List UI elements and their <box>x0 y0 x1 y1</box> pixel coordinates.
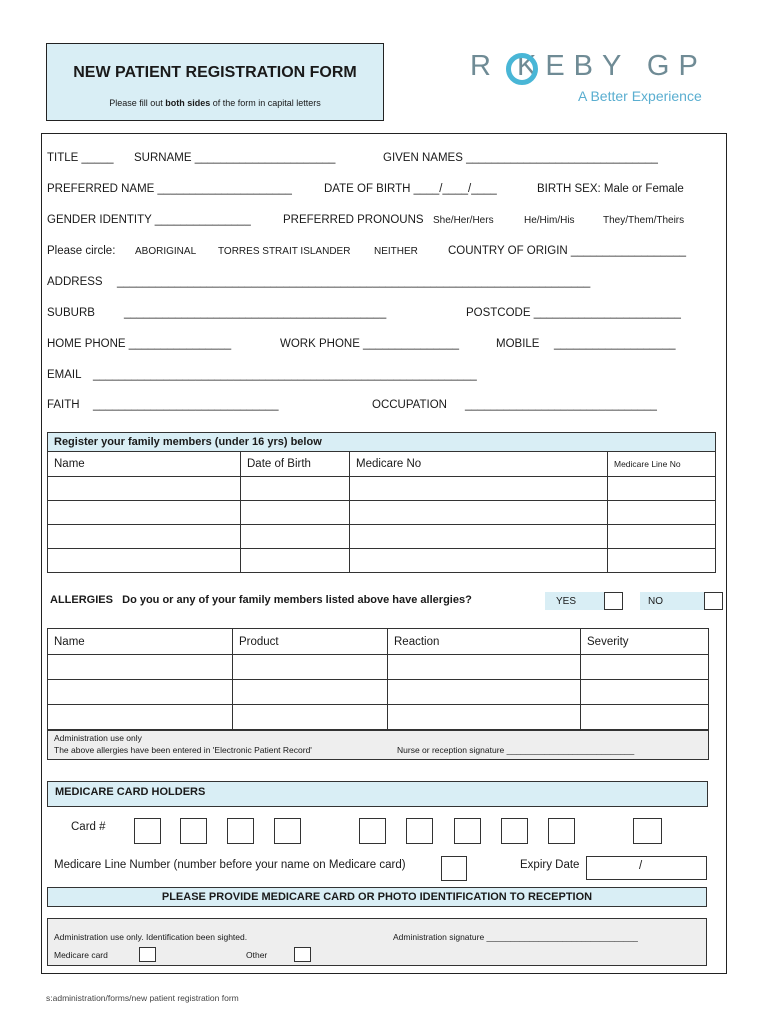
table-cell[interactable] <box>608 501 716 525</box>
table-cell[interactable] <box>608 525 716 549</box>
table-cell[interactable] <box>350 501 608 525</box>
other-label: Other <box>246 950 268 960</box>
admin-signature-field[interactable]: Administration signature ________________________________ <box>393 932 638 942</box>
form-title-box <box>46 43 384 121</box>
notice-bar <box>47 887 707 907</box>
table-cell[interactable] <box>608 549 716 573</box>
address-line[interactable]: __________________________________________________________________________ <box>117 276 591 288</box>
circle-label: Please circle: <box>47 245 116 257</box>
card-digit-box[interactable] <box>454 818 481 844</box>
home-phone-field[interactable]: HOME PHONE ________________ <box>47 338 232 350</box>
medicare-line-label: Medicare Line Number (number before your name on Medicare card) <box>54 859 406 871</box>
col-severity: Severity <box>581 629 709 655</box>
card-digit-box[interactable] <box>548 818 575 844</box>
table-cell[interactable] <box>233 705 388 730</box>
birth-sex-field[interactable]: BIRTH SEX: Male or Female <box>537 183 684 195</box>
circle-option-aboriginal[interactable]: ABORIGINAL <box>135 246 197 257</box>
table-cell[interactable] <box>233 680 388 705</box>
surname-field[interactable]: SURNAME ______________________ <box>134 152 336 164</box>
family-heading: Register your family members (under 16 yrs) below <box>48 433 716 452</box>
col-dob: Date of Birth <box>241 452 350 477</box>
table-row <box>48 549 716 573</box>
table-cell[interactable] <box>241 501 350 525</box>
suburb-label: SUBURB <box>47 307 95 319</box>
card-digit-box[interactable] <box>406 818 433 844</box>
col-reaction: Reaction <box>388 629 581 655</box>
expiry-separator: / <box>639 860 643 872</box>
medicare-heading: MEDICARE CARD HOLDERS <box>55 786 206 798</box>
table-cell[interactable] <box>48 655 233 680</box>
form-title: NEW PATIENT REGISTRATION FORM <box>73 64 357 81</box>
pronouns-label: PREFERRED PRONOUNS <box>283 214 424 226</box>
col-allergy-name: Name <box>48 629 233 655</box>
expiry-label: Expiry Date <box>520 859 580 871</box>
email-line[interactable]: ____________________________________________________________ <box>93 369 477 381</box>
col-medicare-no: Medicare No <box>350 452 608 477</box>
table-cell[interactable] <box>350 477 608 501</box>
circle-option-neither[interactable]: NEITHER <box>374 246 418 257</box>
table-cell[interactable] <box>48 549 241 573</box>
gender-identity-field[interactable]: GENDER IDENTITY _______________ <box>47 214 251 226</box>
table-cell[interactable] <box>241 525 350 549</box>
yes-label: YES <box>556 596 577 607</box>
table-cell[interactable] <box>233 655 388 680</box>
medicare-heading-bar <box>47 781 708 807</box>
no-label: NO <box>648 596 663 607</box>
address-label: ADDRESS <box>47 276 103 288</box>
occupation-label: OCCUPATION <box>372 399 447 411</box>
title-field[interactable]: TITLE _____ <box>47 152 114 164</box>
table-cell[interactable] <box>350 525 608 549</box>
table-cell[interactable] <box>388 680 581 705</box>
yes-checkbox[interactable] <box>604 592 623 610</box>
nurse-signature-field[interactable]: Nurse or reception signature ___________________________ <box>397 745 635 755</box>
circle-option-torres-strait[interactable]: TORRES STRAIT ISLANDER <box>218 246 351 257</box>
id-admin-line1: Administration use only. Identification been sighted. <box>54 932 248 942</box>
clinic-logo <box>470 50 720 110</box>
card-digit-box[interactable] <box>274 818 301 844</box>
table-cell[interactable] <box>388 705 581 730</box>
dob-field[interactable]: DATE OF BIRTH ____/____/____ <box>324 183 497 195</box>
col-name: Name <box>48 452 241 477</box>
table-cell[interactable] <box>48 705 233 730</box>
table-cell[interactable] <box>48 680 233 705</box>
family-table <box>47 432 716 573</box>
country-field[interactable]: COUNTRY OF ORIGIN __________________ <box>448 245 687 257</box>
postcode-field[interactable]: POSTCODE _______________________ <box>466 307 681 319</box>
medicare-card-checkbox[interactable] <box>139 947 156 962</box>
allergies-question: ALLERGIES Do you or any of your family members listed above have allergies? <box>50 594 472 606</box>
card-digit-box[interactable] <box>134 818 161 844</box>
table-row <box>48 680 709 705</box>
table-cell[interactable] <box>388 655 581 680</box>
allergies-admin-line1: Administration use only <box>54 733 142 743</box>
form-subtitle: Please fill out both sides of the form in capital letters <box>109 98 321 108</box>
pronoun-option-she[interactable]: She/Her/Hers <box>433 215 494 226</box>
table-cell[interactable] <box>350 549 608 573</box>
table-cell[interactable] <box>48 501 241 525</box>
suburb-line[interactable]: _________________________________________ <box>124 307 387 319</box>
mobile-line[interactable]: ___________________ <box>554 338 676 350</box>
table-cell[interactable] <box>241 549 350 573</box>
table-cell[interactable] <box>581 705 709 730</box>
medicare-line-box[interactable] <box>441 856 467 881</box>
preferred-name-field[interactable]: PREFERRED NAME _____________________ <box>47 183 292 195</box>
col-product: Product <box>233 629 388 655</box>
pronoun-option-he[interactable]: He/Him/His <box>524 215 575 226</box>
allergies-header-row <box>48 629 709 655</box>
table-row <box>48 525 716 549</box>
mobile-label: MOBILE <box>496 338 540 350</box>
no-checkbox[interactable] <box>704 592 723 610</box>
table-cell[interactable] <box>581 680 709 705</box>
table-row <box>48 477 716 501</box>
allergies-table <box>47 628 709 730</box>
logo-name: R KEBY GP <box>470 50 707 82</box>
logo-tagline: A Better Experience <box>578 88 702 104</box>
card-digit-box[interactable] <box>501 818 528 844</box>
faith-label: FAITH <box>47 399 80 411</box>
table-cell[interactable] <box>581 655 709 680</box>
table-cell[interactable] <box>48 525 241 549</box>
card-number-label: Card # <box>71 821 106 833</box>
table-row <box>48 655 709 680</box>
email-label: EMAIL <box>47 369 82 381</box>
given-names-field[interactable]: GIVEN NAMES ______________________________ <box>383 152 658 164</box>
expiry-date-box[interactable] <box>586 856 707 880</box>
table-cell[interactable] <box>48 477 241 501</box>
card-digit-box[interactable] <box>633 818 662 844</box>
occupation-line[interactable]: ______________________________ <box>465 399 657 411</box>
work-phone-field[interactable]: WORK PHONE _______________ <box>280 338 459 350</box>
card-digit-box[interactable] <box>359 818 386 844</box>
table-cell[interactable] <box>241 477 350 501</box>
other-checkbox[interactable] <box>294 947 311 962</box>
card-digit-box[interactable] <box>227 818 254 844</box>
logo-ring-icon <box>506 53 538 85</box>
table-row <box>48 501 716 525</box>
footer-path: s:administration/forms/new patient registration form <box>46 993 239 1003</box>
notice-text: PLEASE PROVIDE MEDICARE CARD OR PHOTO IDENTIFICATION TO RECEPTION <box>161 891 593 903</box>
faith-line[interactable]: _____________________________ <box>93 399 279 411</box>
table-row <box>48 705 709 730</box>
card-digit-box[interactable] <box>180 818 207 844</box>
pronoun-option-they[interactable]: They/Them/Theirs <box>603 215 685 226</box>
col-medicare-line-no: Medicare Line No <box>608 452 716 477</box>
family-header-row <box>48 452 716 477</box>
allergies-admin-line2: The above allergies have been entered in 'Electronic Patient Record' <box>54 745 312 755</box>
medicare-card-label: Medicare card <box>54 950 108 960</box>
table-cell[interactable] <box>608 477 716 501</box>
